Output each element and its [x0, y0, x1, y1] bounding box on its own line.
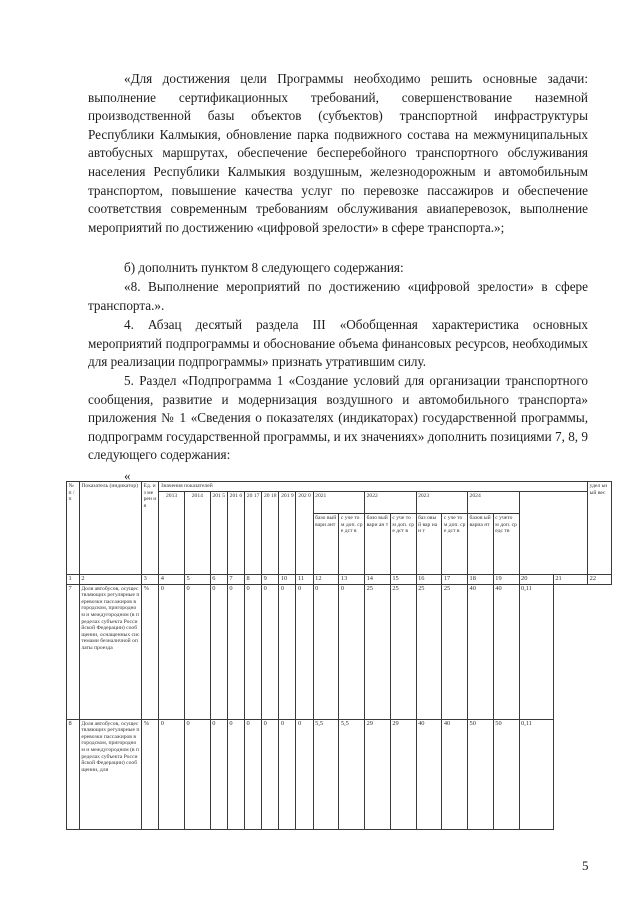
column-number-9: 9: [262, 575, 279, 585]
year-2020: 202 0: [296, 491, 313, 574]
sub-header: с учето м доп. средс тв: [493, 514, 519, 575]
value-cell: 40: [416, 719, 442, 829]
sub-header: базо вый вари ант: [313, 514, 339, 575]
sub-header: с уче том доп. сре дст в: [442, 514, 468, 575]
value-cell: 50: [493, 719, 519, 829]
year-group-2024: 2024: [468, 491, 519, 513]
value-cell: 0: [210, 719, 227, 829]
value-cell: 0: [262, 719, 279, 829]
header-indicator: Показатель (индикатор): [79, 482, 141, 575]
year-group-2023: 2023: [416, 491, 467, 513]
quote-open: «: [124, 468, 131, 483]
column-number-20: 20: [519, 575, 553, 585]
row-number: 7: [67, 584, 80, 719]
column-number-3: 3: [142, 575, 159, 585]
column-number-8: 8: [245, 575, 262, 585]
value-cell: 0: [210, 584, 227, 719]
value-cell: 0: [159, 584, 185, 719]
column-number-16: 16: [416, 575, 442, 585]
value-cell: 0: [339, 584, 365, 719]
year-2013: 2013: [159, 491, 185, 574]
column-number-13: 13: [339, 575, 365, 585]
value-cell: 0: [262, 584, 279, 719]
paragraph-5: 5. Раздел «Подпрограмма 1 «Создание условий для организации транспортного сообщения, развитие и модернизация воздушного и автомобильного транспорта» приложения № 1 «Сведения о показателях (индикаторах) государственной программы, подпрограмм государственной программы, и их значениях» дополнить позициями 7, 8, 9 следующего содержания:: [88, 373, 588, 463]
column-numbers-row: [67, 575, 612, 585]
indicator-cell: Доля автобусов, осуществляющих регулярные перевозки пассажиров в городском, пригородном и междугородном (в пределах субъекта Российской Федерации) сообщении, оснащенных системами безналичной оплаты проезда: [79, 584, 141, 719]
column-number-1: 1: [67, 575, 80, 585]
value-cell: 0: [184, 584, 210, 719]
column-number-2: 2: [79, 575, 141, 585]
value-cell: 0: [296, 584, 313, 719]
column-number-14: 14: [365, 575, 391, 585]
column-number-18: 18: [468, 575, 494, 585]
unit-cell: %: [142, 719, 159, 829]
column-number-15: 15: [390, 575, 416, 585]
column-number-11: 11: [296, 575, 313, 585]
year-group-2022: 2022: [365, 491, 416, 513]
value-cell: 0: [184, 719, 210, 829]
indicator-cell: Доля автобусов, осуществляющих регулярные перевозки пассажиров в городском, пригородном и междугородном (в пределах субъекта Российской Федерации) сообщении, для: [79, 719, 141, 829]
paragraph-goal: «Для достижения цели Программы необходимо решить основные задачи: выполнение сертификационных требований, совершенствование наземной производственной базы объектов (субъектов) транспортной инфраструктуры Республики Калмыкия, обновление парка подвижного состава на межмуниципальных автобусных маршрутах, обеспечение бесперебойного транспортного обслуживания населения Республики Калмыкия воздушным, железнодорожным и автомобильным транспортом, повышение качества услуг по перевозке пассажиров и обеспечение соответствия современным требованиям обслуживания авиаперевозок, выполнение мероприятий по достижению «цифровой зрелости» в сфере транспорта.»;: [88, 71, 588, 235]
sub-header: базов ый вариа нт: [468, 514, 494, 575]
value-cell: 25: [365, 584, 391, 719]
column-number-4: 4: [159, 575, 185, 585]
column-number-12: 12: [313, 575, 339, 585]
column-number-22: 22: [588, 575, 612, 585]
year-2015: 201 5: [210, 491, 227, 574]
column-number-5: 5: [184, 575, 210, 585]
header-values: Значения показателей: [159, 482, 588, 492]
year-2018: 20 18: [262, 491, 279, 574]
unit-cell: %: [142, 584, 159, 719]
share-cell: 0,11: [519, 584, 553, 719]
value-cell: 0: [313, 584, 339, 719]
indicators-table: [66, 481, 612, 830]
value-cell: 40: [442, 719, 468, 829]
sub-header: с уче том доп. сре дст в: [339, 514, 365, 575]
value-cell: 0: [227, 719, 244, 829]
year-2019: 201 9: [279, 491, 296, 574]
value-cell: 25: [390, 584, 416, 719]
sub-header: с уче том доп. сре дст в: [390, 514, 416, 575]
header-unit: Ед. из ме рен ия: [142, 482, 159, 575]
share-cell: 0,11: [519, 719, 553, 829]
column-number-6: 6: [210, 575, 227, 585]
sub-header: базо вый вари ан т: [365, 514, 391, 575]
value-cell: 0: [245, 584, 262, 719]
value-cell: 0: [159, 719, 185, 829]
year-2017: 20 17: [245, 491, 262, 574]
column-number-7: 7: [227, 575, 244, 585]
header-num: № п / п: [67, 482, 80, 575]
paragraph-b: б) дополнить пунктом 8 следующего содержания:: [124, 260, 404, 275]
table-header-row-1: [67, 482, 612, 492]
column-number-21: 21: [553, 575, 587, 585]
value-cell: 40: [468, 584, 494, 719]
row-number: 8: [67, 719, 80, 829]
table-row-8: [67, 719, 612, 829]
value-cell: 0: [279, 719, 296, 829]
value-cell: 0: [296, 719, 313, 829]
column-number-17: 17: [442, 575, 468, 585]
table-row-7: [67, 584, 612, 719]
value-cell: 25: [416, 584, 442, 719]
sub-header: баз овы й вар иан т: [416, 514, 442, 575]
value-cell: 29: [365, 719, 391, 829]
value-cell: 29: [390, 719, 416, 829]
paragraph-item-8: «8. Выполнение мероприятий по достижению «цифровой зрелости» в сфере транспорта.».: [88, 279, 588, 313]
value-cell: 0: [279, 584, 296, 719]
paragraph-4: 4. Абзац десятый раздела III «Обобщенная характеристика основных мероприятий подпрограммы и обоснование объема финансовых ресурсов, необходимых для реализации подпрограммы» признать утратившим силу.: [88, 317, 588, 370]
column-number-10: 10: [279, 575, 296, 585]
value-cell: 0: [245, 719, 262, 829]
year-2014: 2014: [184, 491, 210, 574]
value-cell: 5,5: [339, 719, 365, 829]
header-last: удел ьный вес: [588, 482, 612, 575]
value-cell: 5,5: [313, 719, 339, 829]
value-cell: 40: [493, 584, 519, 719]
value-cell: 25: [442, 584, 468, 719]
column-number-19: 19: [493, 575, 519, 585]
year-2016: 201 6: [227, 491, 244, 574]
year-group-2021: 2021: [313, 491, 364, 513]
value-cell: 0: [227, 584, 244, 719]
page-number: 5: [582, 858, 589, 873]
value-cell: 50: [468, 719, 494, 829]
